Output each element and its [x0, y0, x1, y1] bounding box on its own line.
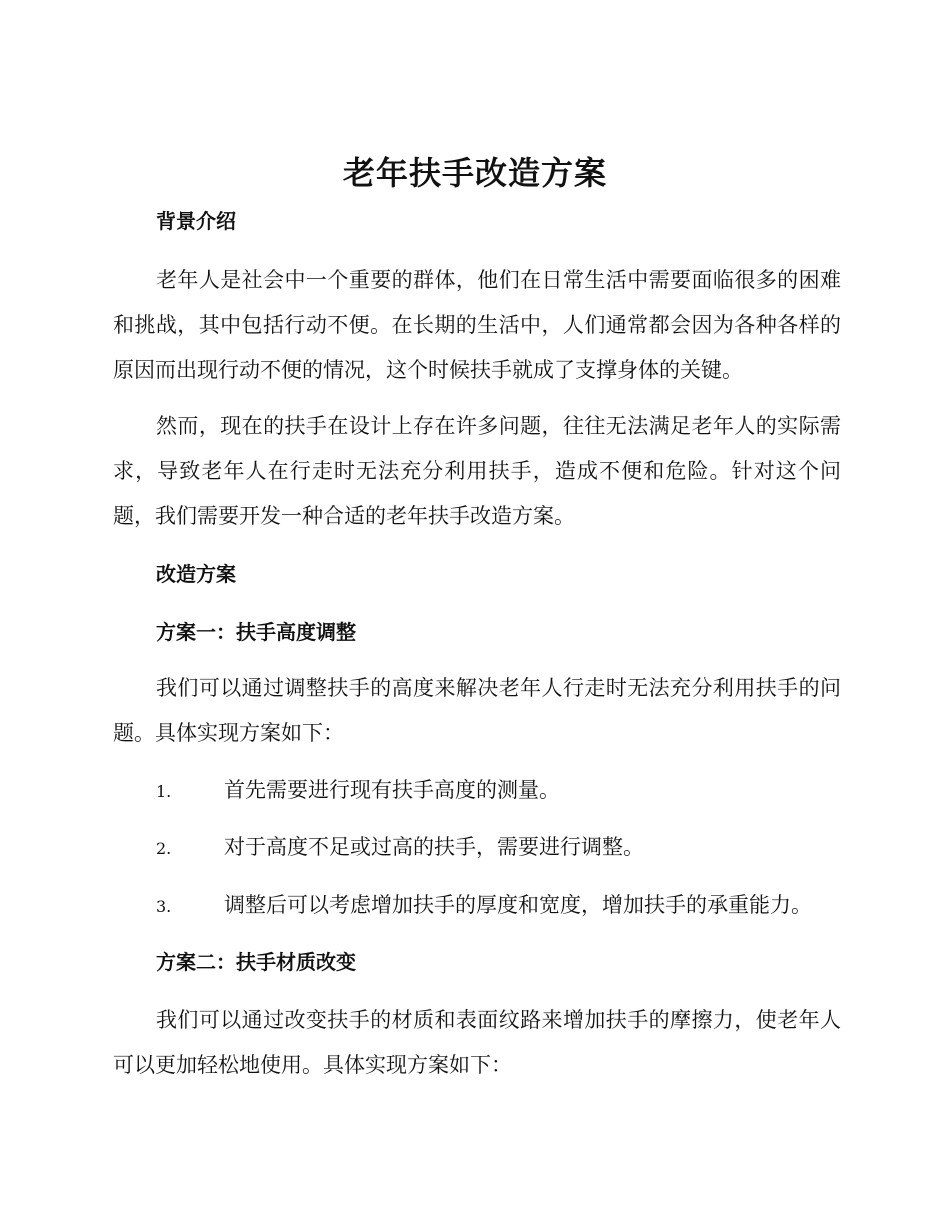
list-number: 1. — [156, 782, 172, 801]
section-heading-background: 背景介绍 — [156, 209, 236, 233]
paragraph-background-1: 老年人是社会中一个重要的群体，他们在日常生活中需要面临很多的困难和挑战，其中包括行动不便。在长期的生活中，人们通常都会因为各种各样的原因而出现行动不便的情况，这个时候扶手就成了支撑身体的关键。 — [113, 268, 841, 382]
section-heading-plan-one: 方案一：扶手高度调整 — [156, 620, 356, 644]
section-heading-plans: 改造方案 — [156, 562, 236, 586]
list-text: 对于高度不足或过高的扶手，需要进行调整。 — [224, 835, 644, 859]
paragraph-background-2: 然而，现在的扶手在设计上存在许多问题，往往无法满足老年人的实际需求，导致老年人在行走时无法充分利用扶手，造成不便和危险。针对这个问题，我们需要开发一种合适的老年扶手改造方案。 — [113, 414, 841, 528]
paragraph-plan-one: 我们可以通过调整扶手的高度来解决老年人行走时无法充分利用扶手的问题。具体实现方案如下： — [113, 676, 841, 745]
list-item — [156, 832, 846, 864]
list-item — [156, 890, 846, 922]
list-text: 调整后可以考虑增加扶手的厚度和宽度，增加扶手的承重能力。 — [224, 893, 812, 917]
paragraph-plan-two: 我们可以通过改变扶手的材质和表面纹路来增加扶手的摩擦力，使老年人可以更加轻松地使用。具体实现方案如下： — [113, 1008, 841, 1077]
list-number: 2. — [156, 839, 172, 858]
list-number: 3. — [156, 897, 172, 916]
section-heading-plan-two: 方案二：扶手材质改变 — [156, 950, 356, 974]
document-title: 老年扶手改造方案 — [342, 154, 607, 192]
list-text: 首先需要进行现有扶手高度的测量。 — [224, 778, 560, 802]
list-item — [156, 775, 846, 807]
